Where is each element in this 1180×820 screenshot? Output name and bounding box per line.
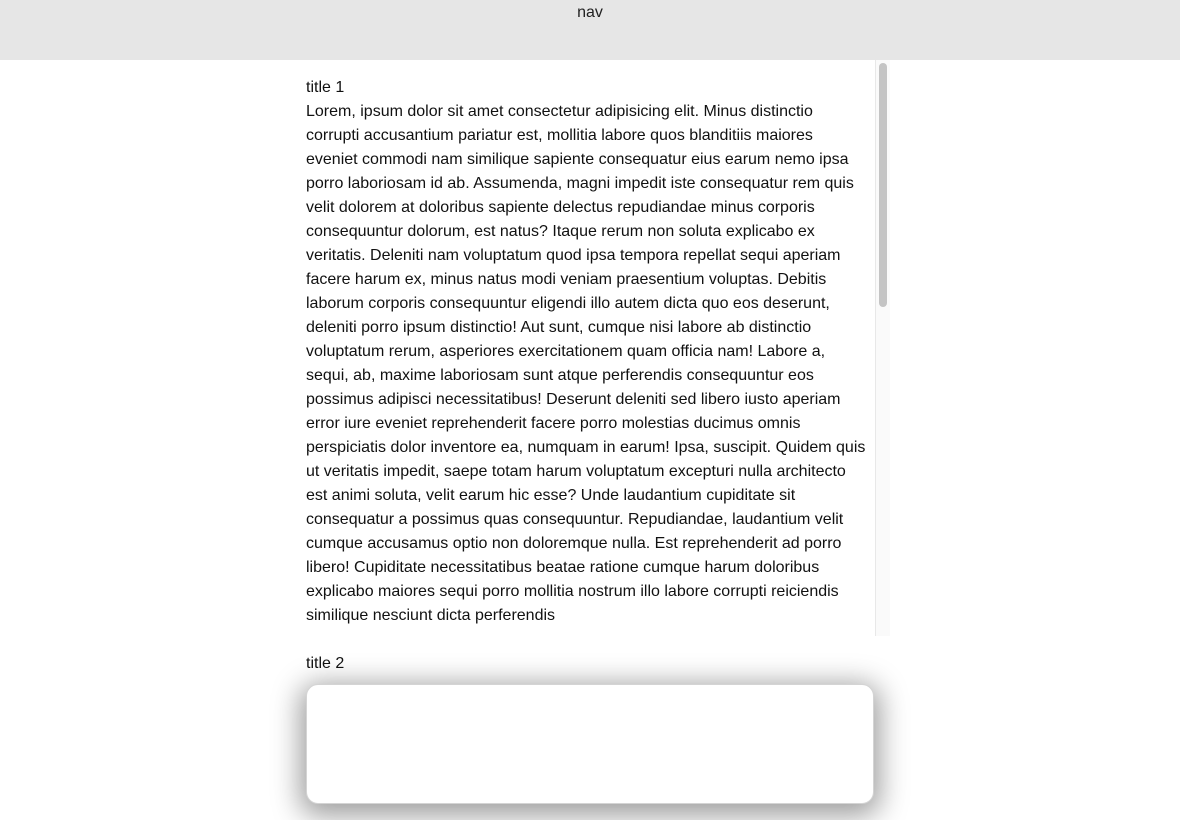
section-1-body: Lorem, ipsum dolor sit amet consectetur adipisicing elit. Minus distinctio corrupti accusantium pariatur est, mollitia labore quos blanditiis maiores eveniet commodi nam similique sapiente consequatur eius earum nemo ipsa porro laboriosam id ab. Assumenda, magni impedit iste consequatur rem quis velit dolorem at doloribus sapiente delectus repudiandae minus corporis consequuntur dolorum, est natus? Itaque rerum non soluta explicabo ex veritatis. Deleniti nam voluptatum quod ipsa tempora repellat sequi aperiam facere harum ex, minus natus modi veniam praesentium voluptas. Debitis laborum corporis consequuntur eligendi illo autem dicta quo eos deserunt, deleniti porro ipsum distinctio! Aut sunt, cumque nisi labore ab distinctio voluptatum rerum, asperiores exercitationem quam officia nam! Labore a, sequi, ab, maxime laboriosam sunt atque perferendis consequuntur eos possimus adipisci necessitatibus! Deserunt deleniti sed libero iusto aperiam error iure eveniet reprehenderit facere porro molestias ducimus omnis perspiciatis dolor inventore ea, numquam in earum! Ipsa, suscipit. Quidem quis ut veritatis impedit, saepe totam harum voluptatum excepturi nulla architecto est animi soluta, velit earum hic esse? Unde laudantium cupiditate sit consequatur a possimus quas consequuntur. Repudiandae, laudantium velit cumque accusamus optio non doloremque nulla. Est reprehenderit ad porro libero! Cupiditate necessitatibus beatae ratione cumque harum doloribus explicabo maiores sequi porro mollitia nostrum illo labore corrupti reiciendis similique nesciunt dicta perferendis bbox=[306, 103, 866, 624]
scrollbar-thumb[interactable] bbox=[879, 63, 887, 307]
nav-label: nav bbox=[577, 4, 603, 21]
scrollable-content-area[interactable] bbox=[296, 60, 890, 636]
empty-card bbox=[306, 684, 874, 804]
vertical-scrollbar[interactable] bbox=[875, 60, 890, 636]
section-1 bbox=[306, 76, 866, 628]
top-nav bbox=[0, 0, 1180, 60]
section-1-title: title 1 bbox=[306, 79, 345, 96]
section-2-title: title 2 bbox=[306, 655, 345, 672]
